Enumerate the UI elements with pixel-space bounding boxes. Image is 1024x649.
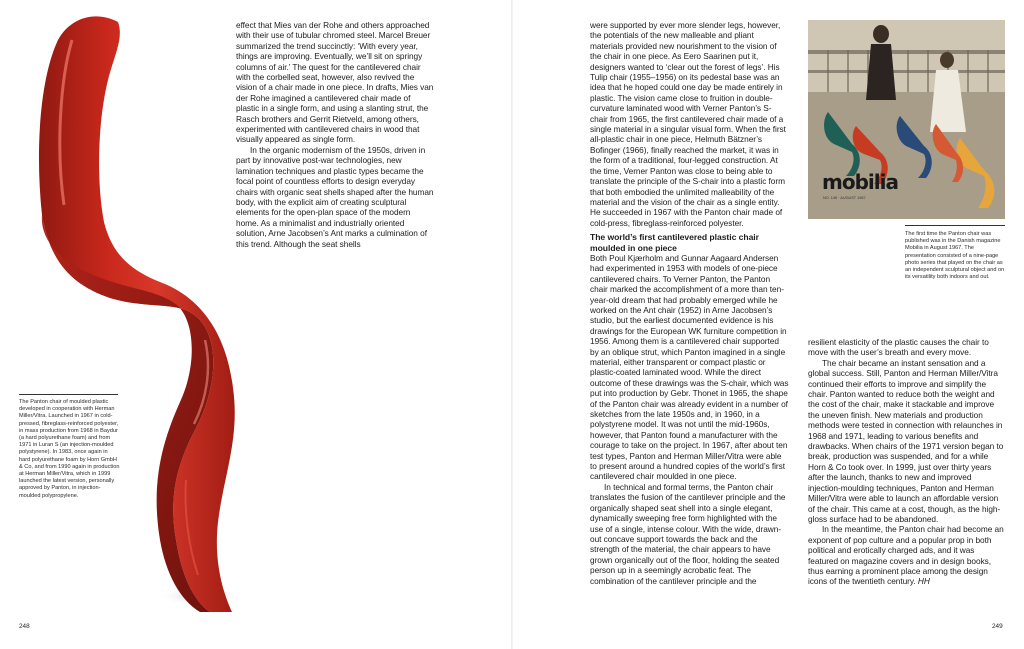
author-initials: HH [917,576,930,587]
page-number: 248 [19,623,30,630]
right-caption: The first time the Panton chair was published was in the Danish magazine Mobilia in August 1967. The presentation consisted of a nine-page photo series that played on the chair as an independent sculptural object and on its versatility both indoors and out. [905,231,1005,281]
body-paragraph: In technical and formal terms, the Panton chair translates the fusion of the cantilever principle and the organically shaped seat shell into a single elegant, dynamically sweeping free form highlighted with the use of a single, intense colour. With the wide, drawn-out concave support towards the back and the strength of the material, the chair appears to have grown organically out of the floor, holding the seated person up in a seemingly acrobatic feat. The combination of the cantilever principle and the [590,481,786,586]
body-paragraph: were supported by ever more slender legs, however, the potentials of the new malleable and pliant materials provided new nourishment to the vision of the chair in one piece. As Eero Saarinen put it, designers wanted to ‘clear out the forest of legs’. His Tulip chair (1955–1956) on its pedestal base was an idea that he hoped could one day be made entirely in plastic. The vision came close to fruition in double-curvature laminated wood with Verner Panton’s S-chair from 1965, the first cantilevered chair made of a single material in a singular visual form. When the first all-plastic chair in one piece, Helmuth Bätzner’s Bofinger (1966), finally reached the market, it was in the form of a traditional, four-legged construction. At the time, Verner Panton was close to being able to translate the principle of the S-chair into a plastic form that both embodied the unlimited malleability of the material and the vision of the chair as a single entity. He succeeded in 1967 with the Panton chair made of cold-press, fibreglass-reinforced polyester. [590,20,786,228]
body-paragraph: Both Poul Kjærholm and Gunnar Aagaard Andersen had experimented in 1953 with models of one-piece cantilevered chairs. To Verner Panton, the Panton chair marked the accomplishment of a more than ten-year-old dream that had probably emerged while he worked on the Ant chair (1952) in Arne Jacobsen’s studio, but the earliest documented evidence is his drawings for the European WK furniture competition in 1956. Among them is a cantilevered chair supported by an oblique strut, which Panton imagined in a single material, either transparent or compact plastic or plastic-coated laminated wood. While the direct outcome of these drawings was the S-chair, which was put into production by Gebr. Thonet in 1965, the shape of the Panton chair was already evident in a number of sketches from the late 1950s and, in 1960, in a polystyrene model. It was not until the mid-1960s, however, that Panton found a manufacturer with the courage to take on the project. In 1967, after about ten test types, Panton and Herman Miller/Vitra were able to present around a hundred copies of the world’s first cantilevered chair moulded in one piece. [590,252,789,482]
magazine-issue: NO. 146 · AUGUST 1967 [823,196,866,200]
body-paragraph [808,524,1005,586]
panton-chair-photo [0,0,235,630]
section-heading: The world’s first cantilevered plastic chair moulded in one piece [590,232,759,253]
caption-rule [905,225,1005,226]
left-caption: The Panton chair of moulded plastic developed in cooperation with Herman Miller/Vitra. Launched in 1967 in cold-pressed, fibreglass-reinforced polyester, in mass production from 1968 in Baydur (a hard polyurethane foam) and from 1971 in Luran S (an injection-moulded polystyrene). In 1983, once again in hard polyurethane foam by Horn GmbH & Co, and from 1990 again in production at Herman Miller/Vitra, which in 1999 launched the latest version, personally approved by Panton, in injection-moulded polypropylene. [19,399,120,499]
body-paragraph: In the organic modernism of the 1950s, driven in part by innovative post-war technologies, new lamination techniques and plastic types became the focal point of countless efforts to design everyday chairs with organic seat shells shaped after the human body, with the explicit aim of creating sculptural elements for the open-plan space of the modern home. As a minimalist and industrially oriented solution, Arne Jacobsen’s Ant marks a culmination of this trend. Although the seat shells [236,144,434,249]
right-text-column-2 [808,337,1005,587]
body-text: In the meantime, the Panton chair had become an exponent of pop culture and a popular prop in both political and erotically charged ads, and it was featured on magazine covers and in design books, thus earning a prominent place among the design icons of the twentieth century. [808,524,1004,587]
left-text-column [236,20,435,249]
body-paragraph: effect that Mies van der Rohe and others approached with their use of tubular chromed steel. Marcel Breuer summarized the trend succinctly: ‘With every year, things are improving. Eventually, we’ll sit on springy columns of air.’ The quest for the cantilevered chair with the corbelled seat, however, also revived the vision of a chair made in one piece. In drafts, Mies van der Rohe imagined a cantilevered chair made of plastic in a single form, and using a slanting strut, the Rasch brothers and Gerrit Rietveld, among others, experimented with cantilevered chairs in wood that visually appeared as single form. [236,20,434,145]
caption-rule [19,394,118,395]
body-paragraph: The chair became an instant sensation and a global success. Still, Panton and Herman Miller/Vitra continued their efforts to improve and simplify the chair. Panton wanted to reduce both the weight and the cost of the chair, make it stackable and improve the uneven finish. New materials and production methods were tested in connection with relaunches in 1968 and 1971, leading to various benefits and drawbacks. When chairs of the 1971 version began to break, production was suspended, and for a while Horn & Co took over. In 1999, just over thirty years after the launch, thanks to new and improved injection-moulding techniques, Panton and Herman Miller/Vitra were able to launch an affordable version of the chair. This came at a cost, though, as the high-gloss surface had to be abandoned. [808,357,1004,524]
spine-gutter [511,0,513,649]
mobilia-magazine-cover [808,20,1005,219]
page-number: 249 [992,623,1003,630]
right-text-column-1 [590,20,789,586]
magazine-title: mobilia [822,170,898,194]
body-paragraph: resilient elasticity of the plastic causes the chair to move with the user’s breath and every move. [808,337,989,358]
